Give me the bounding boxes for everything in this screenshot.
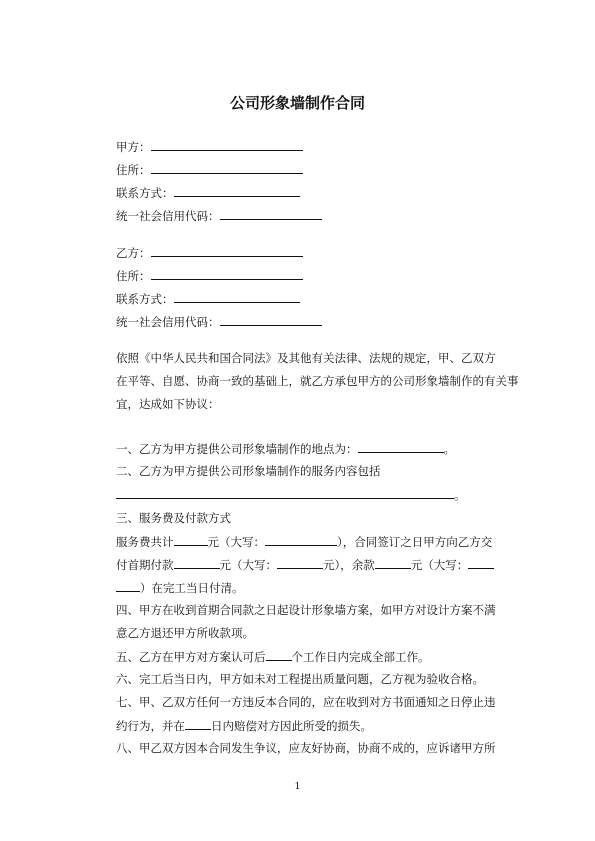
party-b-contact-row [116, 290, 300, 307]
service-fee-upper-blank[interactable] [265, 533, 337, 546]
clause-3-l1-c: ），合同签订之日甲方向乙方交 [337, 535, 493, 549]
clause-1-end: 。 [443, 442, 455, 456]
party-b-credit-row [116, 313, 322, 330]
clause-5-b: 个工作日内完成全部工作。 [291, 650, 430, 664]
clause-3-l1-b: 元（大写： [207, 535, 265, 549]
working-days-blank[interactable] [266, 648, 292, 661]
first-payment-upper-blank[interactable] [277, 556, 323, 569]
party-b-address-label: 住所： [116, 269, 151, 283]
party-a-name-row [116, 138, 303, 155]
party-b-name-blank[interactable] [151, 244, 303, 257]
clause-3-l2-b: 元（大写： [219, 558, 277, 572]
party-a-credit-label: 统一社会信用代码： [116, 209, 220, 223]
page-title: 公司形象墙制作合同 [229, 94, 365, 112]
clause-3-l2-c: 元），余款 [323, 558, 375, 572]
clause-2-text: 二、乙方为甲方提供公司形象墙制作的服务内容包括 [116, 464, 381, 478]
balance-upper-blank-2[interactable] [116, 579, 140, 592]
clause-3-line-1 [116, 533, 492, 550]
party-b-address-row [116, 267, 303, 284]
clause-4-line-2: 意乙方退还甲方所收款项。 [116, 626, 254, 640]
party-a-address-row [116, 161, 303, 178]
clause-5-a: 五、乙方在甲方对方案认可后 [116, 650, 266, 664]
page-number: 1 [294, 782, 301, 792]
party-b-contact-blank[interactable] [174, 290, 300, 303]
party-a-contact-row [116, 184, 300, 201]
clause-6: 六、完工后当日内，甲方如未对工程提出质量问题，乙方视为验收合格。 [116, 672, 484, 686]
party-b-name-label: 乙方： [116, 246, 151, 260]
balance-blank[interactable] [375, 556, 411, 569]
party-a-name-label: 甲方： [116, 140, 151, 154]
compensation-days-blank[interactable] [185, 717, 211, 730]
party-a-address-label: 住所： [116, 163, 151, 177]
party-a-credit-row [116, 207, 322, 224]
clause-3-l2-d: 元（大写： [410, 558, 469, 572]
clause-4-line-1: 四、甲方在收到首期合同款之日起设计形象墙方案，如甲方对设计方案不满 [116, 603, 496, 617]
clause-2-content-row [116, 486, 466, 503]
clause-2 [116, 463, 381, 479]
party-a-credit-blank[interactable] [220, 207, 322, 220]
party-a-address-blank[interactable] [151, 161, 303, 174]
clause-1 [116, 440, 455, 457]
clause-7-l2-b: 日内赔偿对方因此所受的损失。 [211, 719, 372, 733]
party-a-name-blank[interactable] [151, 138, 303, 151]
clause-2-content-blank[interactable] [116, 486, 454, 499]
clause-7-l2-a: 约行为，并在 [116, 719, 185, 733]
clause-3-l3-a: ）在完工当日付清。 [140, 581, 244, 595]
clause-3-line-3 [116, 579, 244, 596]
first-payment-blank[interactable] [174, 556, 220, 569]
clause-3-line-2 [116, 556, 494, 573]
clause-1-location-blank[interactable] [358, 440, 444, 453]
clause-3-heading: 三、服务费及付款方式 [116, 511, 231, 525]
clause-7-line-2 [116, 717, 372, 734]
clause-7-line-1: 七、甲、乙双方任何一方违反本合同的，应在收到对方书面通知之日停止违 [116, 695, 496, 709]
service-fee-blank[interactable] [174, 533, 208, 546]
party-b-address-blank[interactable] [151, 267, 303, 280]
clause-3-l2-a: 付首期付款 [116, 558, 174, 572]
clause-5 [116, 648, 430, 665]
party-b-contact-label: 联系方式： [116, 292, 174, 306]
clause-1-text: 一、乙方为甲方提供公司形象墙制作的地点为： [116, 442, 358, 456]
party-b-credit-blank[interactable] [220, 313, 322, 326]
party-a-contact-label: 联系方式： [116, 186, 174, 200]
party-a-contact-blank[interactable] [174, 184, 300, 197]
clause-2-end: 。 [454, 488, 466, 502]
clause-3-l1-a: 服务费共计 [116, 535, 174, 549]
intro-line-1: 依照《中华人民共和国合同法》及其他有关法律、法规的规定，甲、乙双方 [116, 351, 496, 365]
clause-8-line-1: 八、甲乙双方因本合同发生争议，应友好协商，协商不成的，应诉诸甲方所 [116, 741, 496, 755]
party-b-name-row [116, 244, 303, 261]
intro-line-2: 在平等、自愿、协商一致的基础上，就乙方承包甲方的公司形象墙制作的有关事 [116, 374, 519, 388]
balance-upper-blank-1[interactable] [468, 556, 494, 569]
party-b-credit-label: 统一社会信用代码： [116, 315, 220, 329]
intro-line-3: 宜，达成如下协议： [116, 397, 220, 411]
